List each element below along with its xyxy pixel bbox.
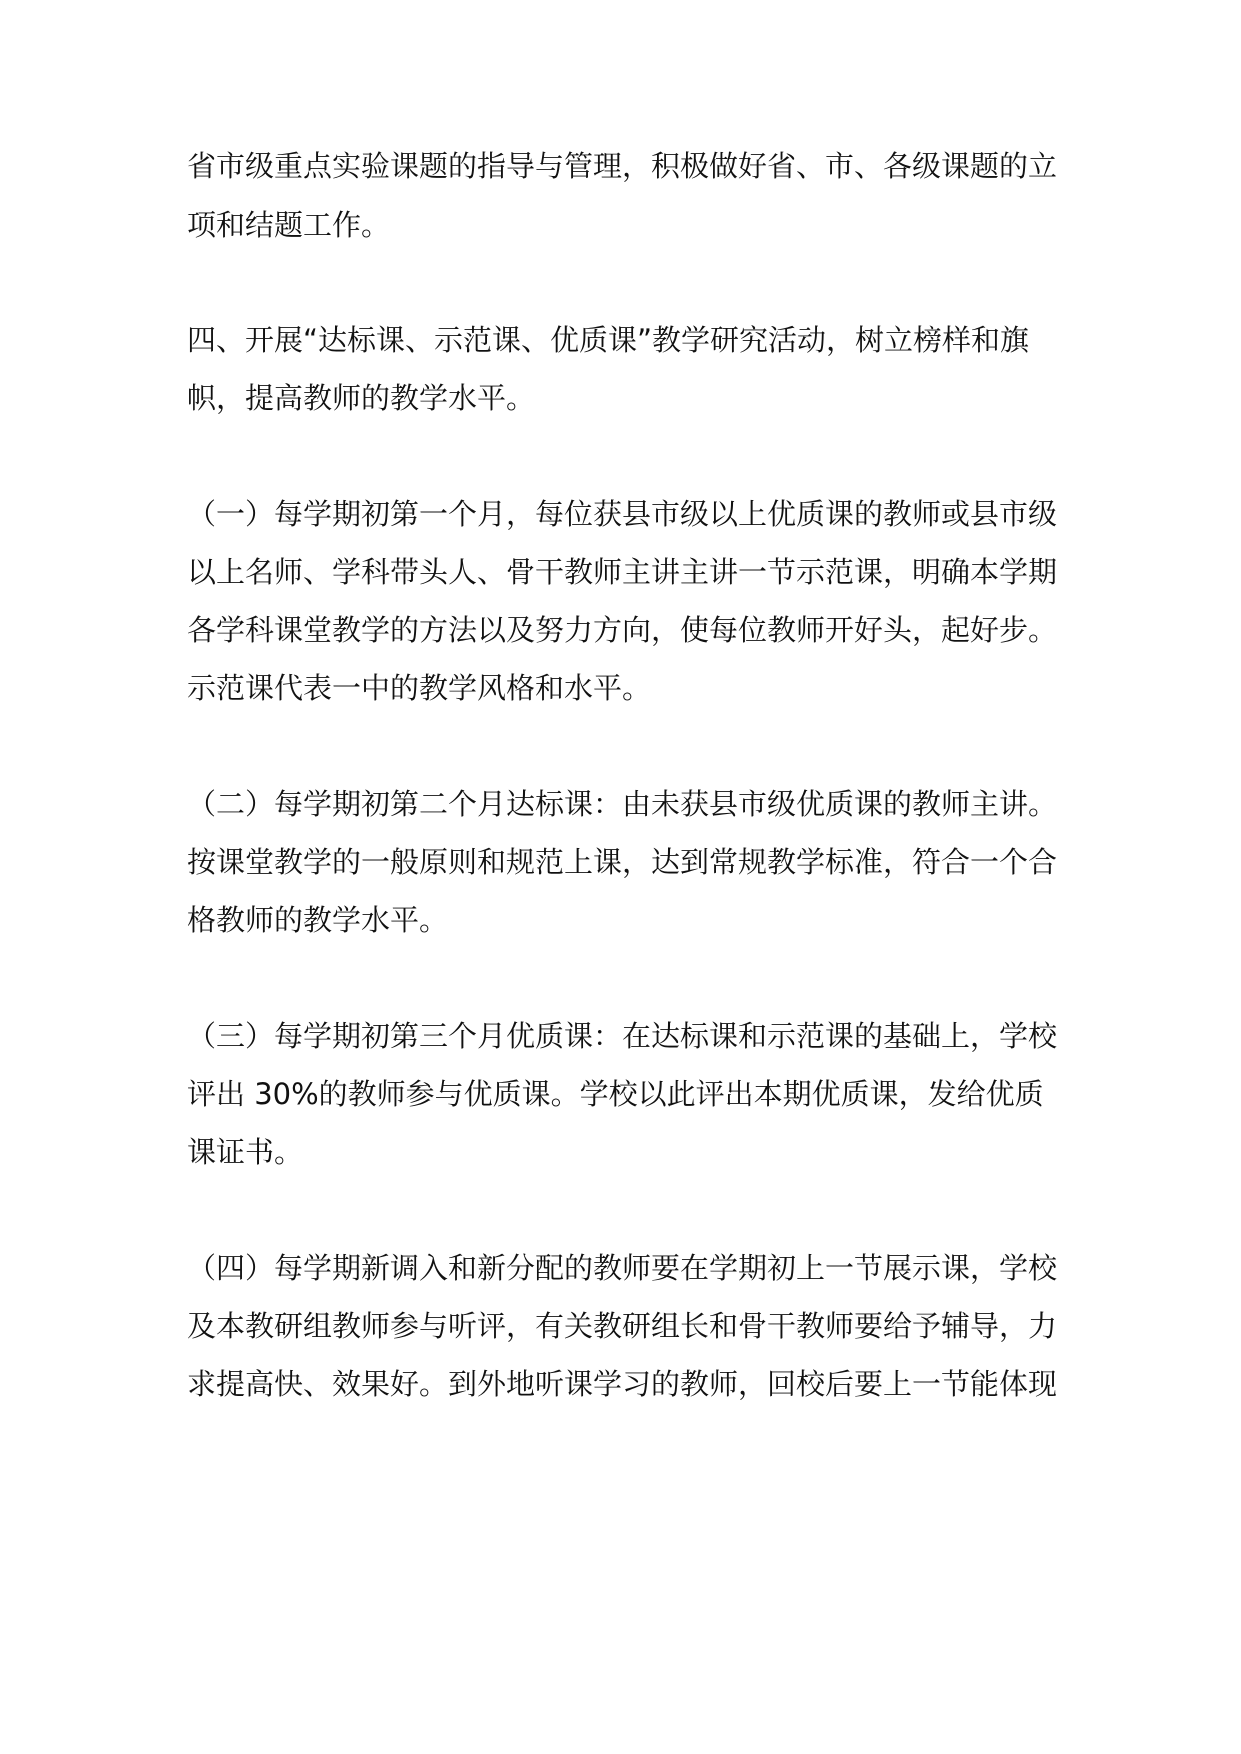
paragraph-1-line-2: 项和结题工作。 bbox=[187, 208, 391, 242]
paragraph-3-line-3: 各学科课堂教学的方法以及努力方向，使每位教师开好头，起好步。 bbox=[187, 613, 1058, 647]
paragraph-3-line-2: 以上名师、学科带头人、骨干教师主讲主讲一节示范课，明确本学期 bbox=[187, 555, 1058, 589]
paragraph-5-line-2: 评出 30%的教师参与优质课。学校以此评出本期优质课，发给优质 bbox=[187, 1077, 1044, 1111]
paragraph-3-line-4: 示范课代表一中的教学风格和水平。 bbox=[187, 671, 652, 705]
paragraph-6-line-3: 求提高快、效果好。到外地听课学习的教师，回校后要上一节能体现 bbox=[187, 1367, 1058, 1401]
paragraph-4-line-2: 按课堂教学的一般原则和规范上课，达到常规教学标准，符合一个合 bbox=[187, 845, 1058, 879]
paragraph-1-line-1: 省市级重点实验课题的指导与管理，积极做好省、市、各级课题的立 bbox=[187, 149, 1058, 183]
paragraph-5-line-3: 课证书。 bbox=[187, 1135, 304, 1169]
paragraph-3-line-1: （一）每学期初第一个月，每位获县市级以上优质课的教师或县市级 bbox=[187, 497, 1058, 531]
paragraph-2-line-1: 四、开展“达标课、示范课、优质课”教学研究活动，树立榜样和旗 bbox=[187, 323, 1030, 357]
paragraph-5-line-1: （三）每学期初第三个月优质课：在达标课和示范课的基础上，学校 bbox=[187, 1019, 1058, 1053]
paragraph-6-line-2: 及本教研组教师参与听评，有关教研组长和骨干教师要给予辅导，力 bbox=[187, 1309, 1058, 1343]
paragraph-4-line-3: 格教师的教学水平。 bbox=[187, 903, 449, 937]
paragraph-6-line-1: （四）每学期新调入和新分配的教师要在学期初上一节展示课，学校 bbox=[187, 1251, 1058, 1285]
paragraph-2-line-2: 帜，提高教师的教学水平。 bbox=[187, 381, 536, 415]
paragraph-4-line-1: （二）每学期初第二个月达标课：由未获县市级优质课的教师主讲。 bbox=[187, 787, 1058, 821]
